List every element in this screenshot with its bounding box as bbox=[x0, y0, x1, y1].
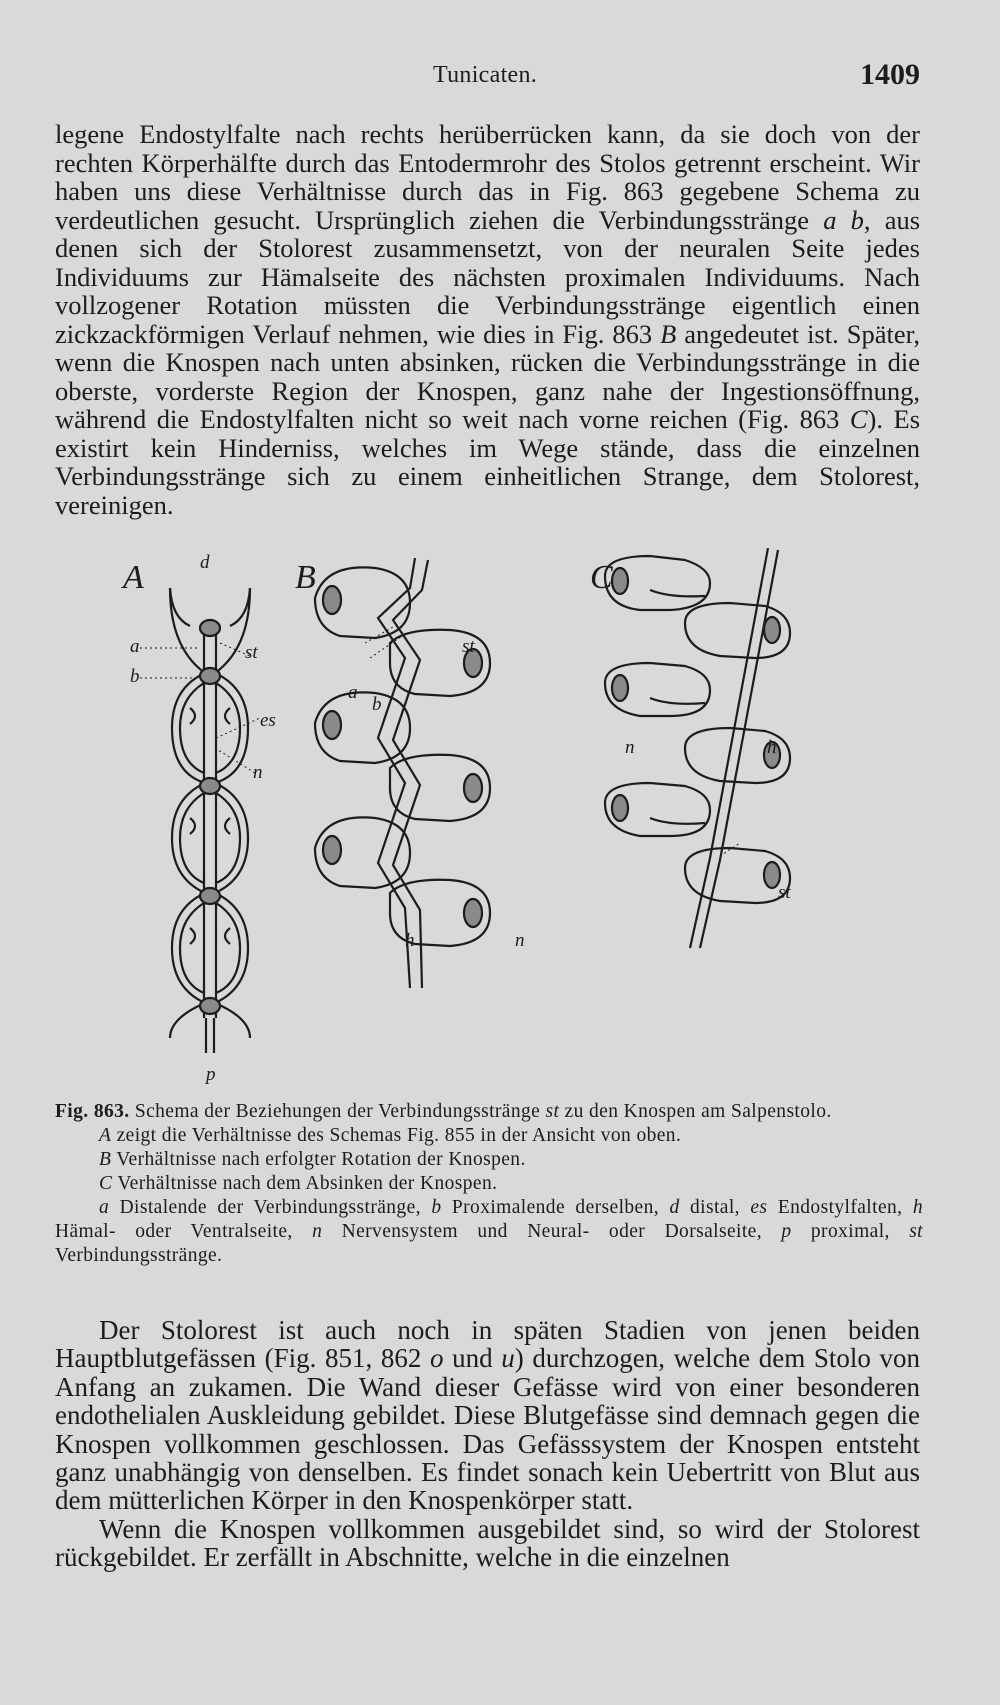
text-run: Proximalende derselben, bbox=[441, 1197, 670, 1218]
text-run: Hämal- oder Ventralseite, bbox=[55, 1221, 313, 1242]
panel-b-drawing bbox=[315, 558, 490, 988]
caption-line bbox=[55, 1124, 923, 1148]
figure-number: Fig. 863. bbox=[55, 1101, 130, 1122]
text-run: , aus denen sich der Stolorest zusammensetzt, von der neuralen Seite jedes Individuums zur Hämalseite des nächsten proximalen Individuums. Nach vollzogener Rotation müssten die Verbindungsstränge eigentlich einen zickzackförmigen Verlauf nehmen, wie dies in Fig. 863 bbox=[55, 204, 921, 349]
italic-label: a bbox=[99, 1197, 110, 1218]
italic-label: o bbox=[429, 1343, 444, 1374]
label-st: st bbox=[245, 642, 258, 663]
paragraph bbox=[55, 120, 920, 519]
text-run: Der Stolorest ist auch noch in späten Stadien von jenen beiden Hauptblutgefässen (Fig. 851, 862 bbox=[55, 1315, 920, 1374]
text-run: zu den Knospen am Salpenstolo. bbox=[559, 1101, 832, 1122]
text-run: angedeutet ist. Später, wenn die Knospen nach unten absinken, rücken die Verbindungsstränge in die oberste, vorderste Region der Knospen, ganz nahe der Ingestionsöffnung, während die Endostylfalten nicht so weit nach vorne reichen (Fig. 863 bbox=[55, 318, 920, 434]
label-n-c: n bbox=[625, 737, 635, 758]
italic-label: a b bbox=[823, 204, 864, 235]
text-run: Distalende der Verbindungsstränge, bbox=[109, 1197, 432, 1218]
paragraph: Wenn die Knospen vollkommen ausgebildet sind, so wird der Stolorest rückgebildet. Er zerfällt in Abschnitte, welche in die einzelnen bbox=[55, 1513, 920, 1573]
label-st-b: st bbox=[462, 636, 475, 657]
page-header bbox=[55, 58, 920, 98]
running-title: Tunicaten. bbox=[433, 62, 538, 88]
paragraph bbox=[55, 1316, 920, 1515]
label-n-b: n bbox=[515, 930, 525, 951]
text-run: ). Es existirt kein Hinderniss, welches im Wege stände, dass die einzelnen Verbindungsstränge sich zu einem einheitlichen Strange, dem Stolorest, vereinigen. bbox=[55, 404, 921, 520]
panel-label-a: A bbox=[123, 559, 144, 596]
text-run: Endostylfalten, bbox=[767, 1197, 913, 1218]
label-p: p bbox=[206, 1064, 216, 1085]
text-run: Verhältnisse nach erfolgter Rotation der Knospen. bbox=[111, 1149, 526, 1170]
figure-863 bbox=[110, 548, 950, 1088]
italic-label: p bbox=[781, 1221, 792, 1242]
text-run: Verhältnisse nach dem Absinken der Knospen. bbox=[112, 1173, 498, 1194]
text-run: Verbindungsstränge. bbox=[55, 1245, 223, 1266]
top-paragraph bbox=[55, 120, 920, 519]
figure-caption bbox=[55, 1100, 923, 1268]
page-number: 1409 bbox=[860, 58, 920, 91]
label-n: n bbox=[253, 762, 263, 783]
label-a-b: a bbox=[348, 682, 358, 703]
italic-label: st bbox=[909, 1221, 923, 1242]
label-h-c: h bbox=[767, 737, 777, 758]
panel-label-b: B bbox=[295, 559, 316, 596]
text-run: Nervensystem und Neural- oder Dorsalseite, bbox=[322, 1221, 782, 1242]
text-run: und bbox=[443, 1343, 502, 1374]
panel-a-drawing bbox=[140, 588, 260, 1053]
panel-label-c: C bbox=[590, 559, 613, 596]
italic-label: B bbox=[99, 1149, 112, 1170]
figure-drawing bbox=[110, 548, 950, 1088]
text-run: ) durchzogen, welche dem Stolo von Anfang an zukamen. Die Wand dieser Gefässe wird von einer besonderen endothelialen Auskleidung gebildet. Diese Blutgefässe sind demnach gegen die Knospen vollkommen geschlossen. Das Gefässsystem der Knospen entsteht ganz unabhängig von denselben. Es findet sonach kein Uebertritt von Blut aus dem mütterlichen Körper in den Knospenkörper statt. bbox=[55, 1343, 921, 1516]
label-b: b bbox=[130, 666, 140, 687]
italic-label: C bbox=[99, 1173, 113, 1194]
italic-label: b bbox=[431, 1197, 442, 1218]
italic-label: C bbox=[849, 404, 868, 434]
caption-line bbox=[55, 1148, 923, 1172]
italic-label: d bbox=[669, 1197, 680, 1218]
italic-label: n bbox=[312, 1221, 323, 1242]
caption-line bbox=[55, 1100, 923, 1124]
italic-label: st bbox=[545, 1101, 560, 1122]
label-st-c: st bbox=[778, 882, 791, 903]
label-a: a bbox=[130, 636, 140, 657]
text-run: Schema der Beziehungen der Verbindungsstränge bbox=[129, 1101, 546, 1122]
italic-label: es bbox=[750, 1197, 768, 1218]
label-b-b: b bbox=[372, 694, 382, 715]
text-run: proximal, bbox=[791, 1221, 910, 1242]
text-run: distal, bbox=[679, 1197, 751, 1218]
italic-label: u bbox=[501, 1343, 515, 1374]
label-d: d bbox=[200, 552, 210, 573]
text-run: zeigt die Verhältnisse des Schemas Fig. 855 in der Ansicht von oben. bbox=[111, 1125, 682, 1146]
label-es: es bbox=[260, 710, 276, 731]
bottom-text bbox=[55, 1316, 920, 1572]
text-run: legene Endostylfalte nach rechts herüberrücken kann, da sie doch von der rechten Körperhälfte durch das Entodermrohr des Stolos getrennt erscheint. Wir haben uns diese Verhältnisse durch das in Fig. 863 gegebene Schema zu verdeutlichen gesucht. Ursprünglich ziehen die Verbindungsstränge bbox=[55, 119, 920, 235]
caption-line bbox=[55, 1172, 923, 1196]
caption-line bbox=[55, 1196, 923, 1268]
italic-label: h bbox=[912, 1197, 923, 1218]
italic-label: A bbox=[99, 1125, 112, 1146]
label-h-b: h bbox=[405, 930, 415, 951]
italic-label: B bbox=[660, 318, 677, 349]
